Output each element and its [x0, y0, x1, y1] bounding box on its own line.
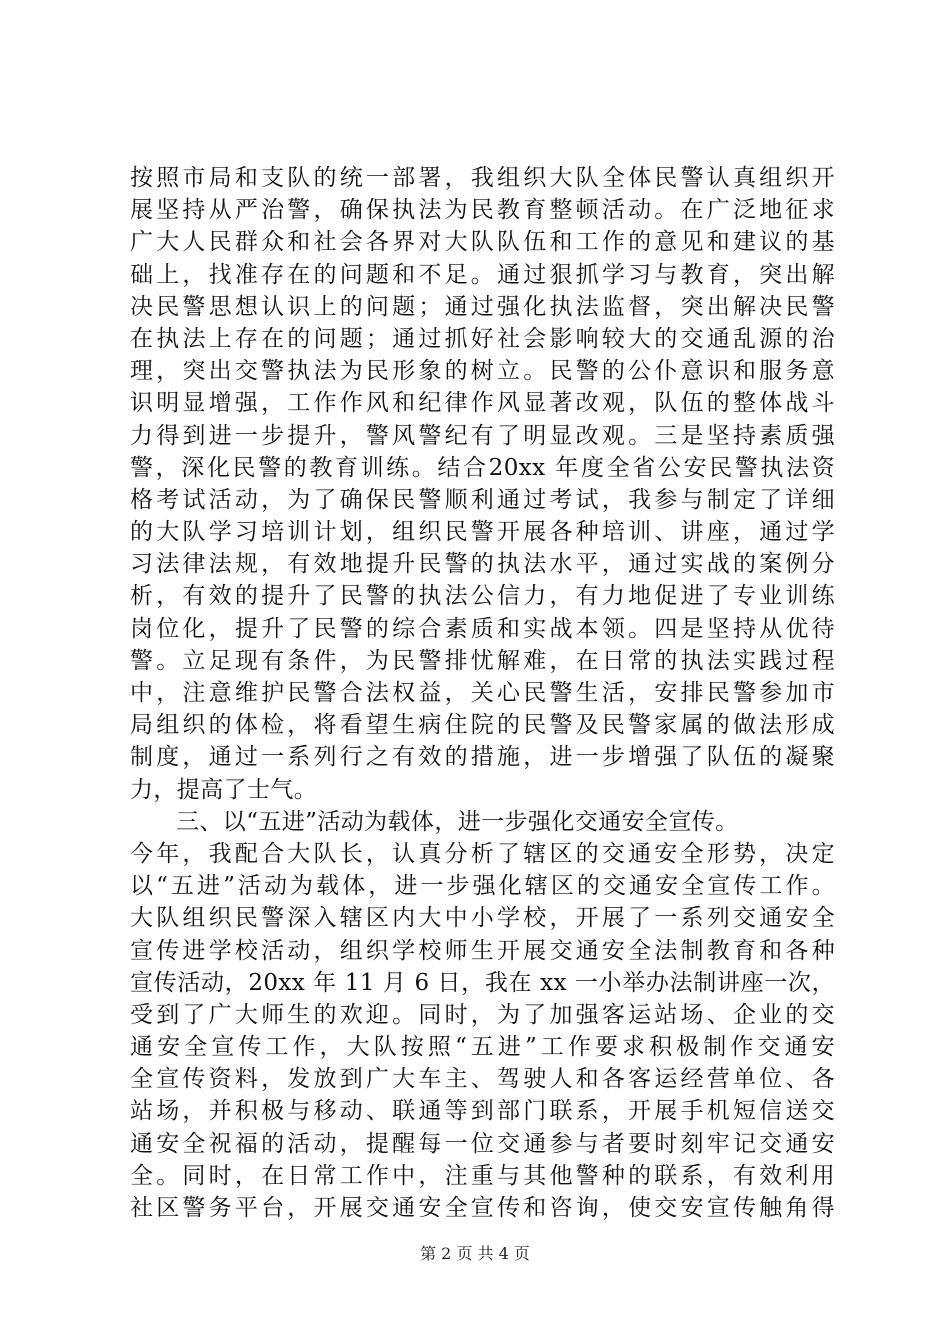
text-line: 广大人民群众和社会各界对大队队伍和工作的意见和建议的基 [130, 229, 835, 256]
page-number-footer: 第 2 页 共 4 页 [420, 1244, 530, 1263]
text-line: 按照市局和支队的统一部署，我组织大队全体民警认真组织开 [130, 165, 835, 191]
text-line: 宣传活动，20xx 年 11 月 6 日，我在 xx 一小举办法制讲座一次， [130, 969, 835, 996]
text-line: 础上，找准存在的问题和不足。通过狠抓学习与教育，突出解 [130, 261, 835, 288]
text-line: 宣传进学校活动，组织学校师生开展交通安全法制教育和各种 [130, 937, 835, 964]
text-line: 全。同时，在日常工作中，注重与其他警种的联系，有效利用 [130, 1162, 835, 1189]
text-line: 局组织的体检，将看望生病住院的民警及民警家属的做法形成 [130, 712, 835, 739]
text-line: 警。立足现有条件，为民警排忧解难，在日常的执法实践过程 [130, 647, 835, 674]
text-line: 理，突出交警执法为民形象的树立。民警的公仆意识和服务意 [130, 358, 835, 385]
text-line: 中，注意维护民警合法权益，关心民警生活，安排民警参加市 [130, 680, 835, 706]
text-line: 识明显增强，工作作风和纪律作风显著改观，队伍的整体战斗 [130, 390, 835, 417]
text-line: 大队组织民警深入辖区内大中小学校，开展了一系列交通安全 [130, 905, 835, 932]
text-line: 通安全宣传工作，大队按照“五进”工作要求积极制作交通安 [130, 1034, 835, 1061]
text-line: 岗位化，提升了民警的综合素质和实战本领。四是坚持从优待 [130, 615, 835, 642]
text-line: 制度，通过一系列行之有效的措施，进一步增强了队伍的凝聚 [130, 744, 835, 771]
section-heading: 三、以“五进”活动为载体，进一步强化交通安全宣传。 [176, 808, 739, 835]
text-line: 格考试活动，为了确保民警顺利通过考试，我参与制定了详细 [130, 486, 835, 513]
text-line: 力，提高了士气。 [130, 776, 318, 803]
text-line: 全宣传资料，发放到广大车主、驾驶人和各客运经营单位、各 [130, 1066, 835, 1093]
text-line: 受到了广大师生的欢迎。同时，为了加强客运站场、企业的交 [130, 1001, 835, 1028]
text-line: 在执法上存在的问题；通过抓好社会影响较大的交通乱源的治 [130, 325, 835, 352]
text-line: 力得到进一步提升，警风警纪有了明显改观。三是坚持素质强 [130, 422, 835, 449]
text-line: 析，有效的提升了民警的执法公信力，有力地促进了专业训练 [130, 583, 835, 610]
body-text [130, 162, 835, 1224]
text-line: 决民警思想认识上的问题；通过强化执法监督，突出解决民警 [130, 293, 835, 320]
text-line: 以“五进”活动为载体，进一步强化辖区的交通安全宣传工作。 [130, 873, 835, 900]
text-line: 展坚持从严治警，确保执法为民教育整顿活动。在广泛地征求 [130, 197, 835, 224]
text-line: 的大队学习培训计划，组织民警开展各种培训、讲座，通过学 [130, 519, 835, 546]
text-line: 习法律法规，有效地提升民警的执法水平，通过实战的案例分 [130, 551, 835, 578]
text-line: 今年，我配合大队长，认真分析了辖区的交通安全形势，决定 [130, 840, 835, 867]
text-line: 警，深化民警的教育训练。结合20xx 年度全省公安民警执法资 [130, 454, 835, 481]
text-line: 社区警务平台，开展交通安全宣传和咨询，使交安宣传触角得 [130, 1195, 835, 1221]
text-line: 站场，并积极与移动、联通等到部门联系，开展手机短信送交 [130, 1098, 835, 1125]
text-line: 通安全祝福的活动，提醒每一位交通参与者要时刻牢记交通安 [130, 1130, 835, 1157]
